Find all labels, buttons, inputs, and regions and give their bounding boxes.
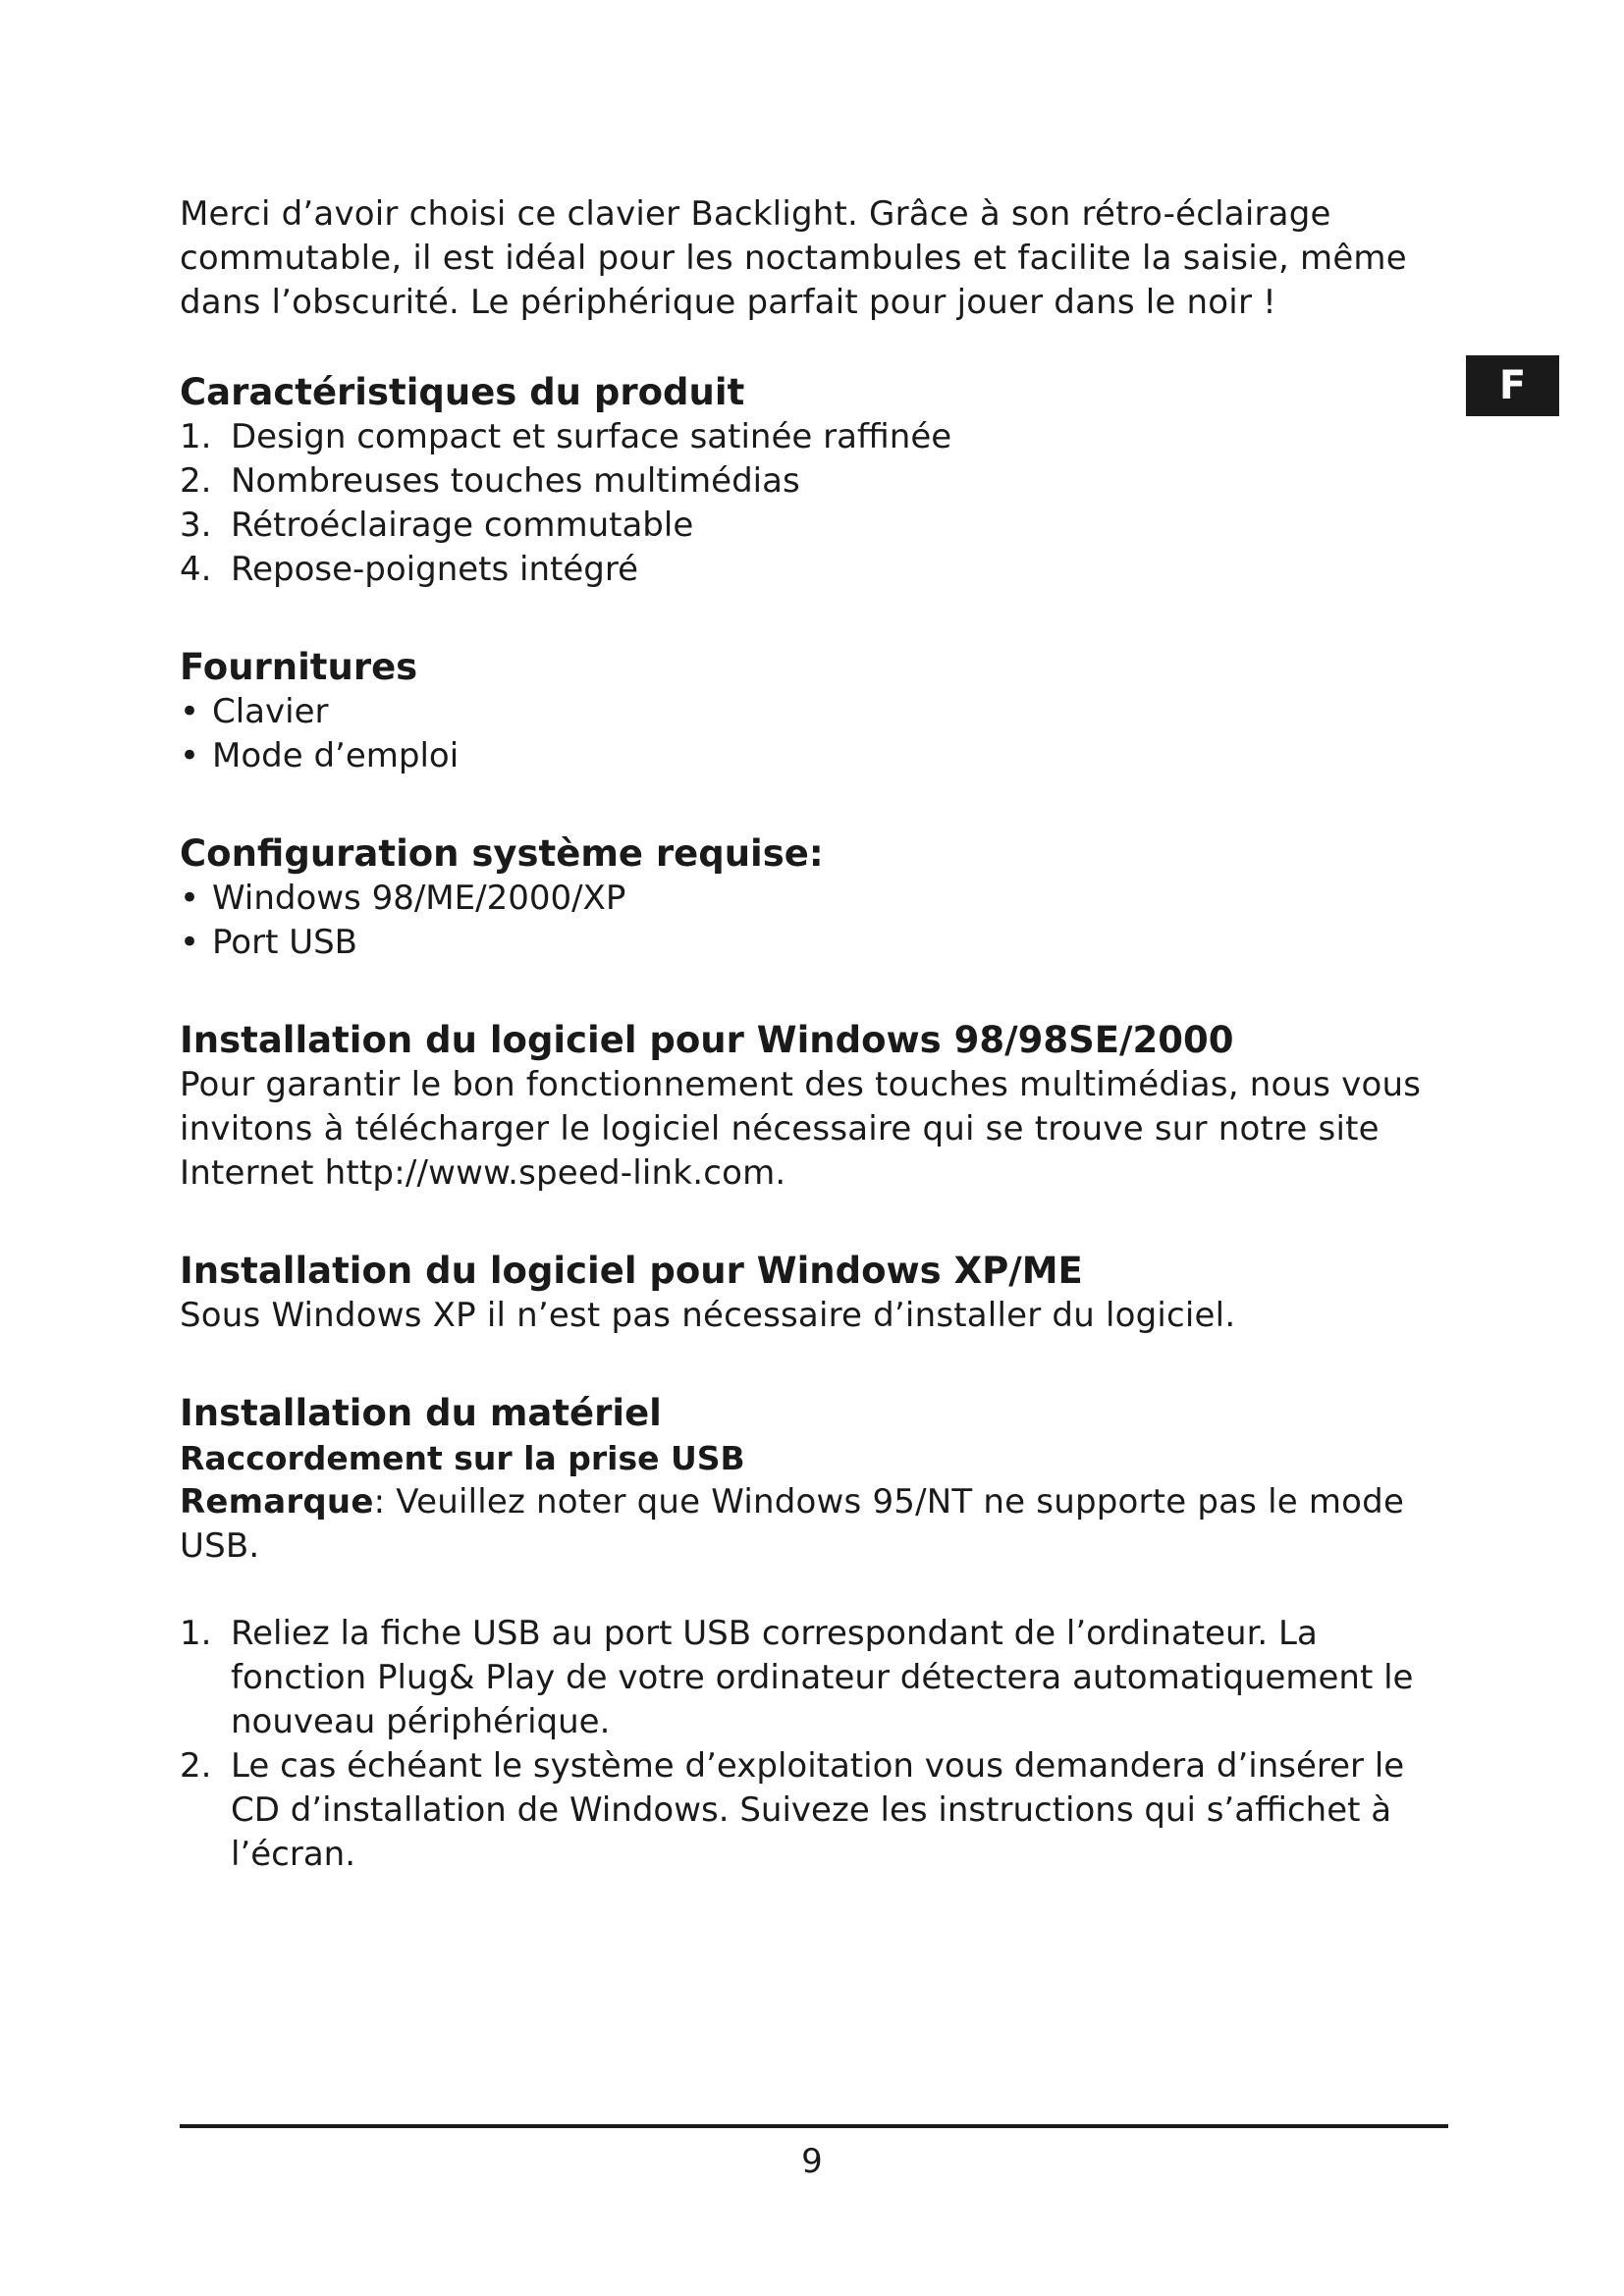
- item-number: 4.: [180, 550, 212, 589]
- hardware-note: [180, 1480, 1456, 1569]
- supplies-heading: Fournitures: [180, 646, 418, 688]
- list-item: [180, 1612, 1456, 1744]
- item-text: Rétroéclairage commutable: [231, 506, 694, 545]
- item-text: Windows 98/ME/2000/XP: [212, 879, 626, 918]
- item-number: 1.: [180, 1614, 212, 1653]
- item-number: 3.: [180, 506, 212, 545]
- features-list: [180, 415, 1456, 592]
- list-item: [180, 921, 1456, 965]
- item-number: 2.: [180, 461, 212, 501]
- page-content: [180, 192, 1456, 1877]
- install-xp-heading: Installation du logiciel pour Windows XP/ME: [180, 1250, 1083, 1292]
- install-98-text: Pour garantir le bon fonctionnement des touches multimédias, nous vous invitons à télécharger le logiciel nécessaire qui se trouve sur notre site Internet http://www.speed-link.com.: [180, 1065, 1422, 1193]
- bullet-icon: •: [180, 736, 200, 775]
- page-number: 9: [801, 2142, 823, 2181]
- list-item: [180, 734, 1456, 778]
- note-label: Remarque: [180, 1482, 374, 1522]
- install-xp-text: Sous Windows XP il n’est pas nécessaire d’installer du logiciel.: [180, 1296, 1236, 1335]
- list-item: [180, 690, 1456, 734]
- item-text: Reliez la fiche USB au port USB correspondant de l’ordinateur. La fonction Plug& Play de votre ordinateur détectera automatiquement le nouveau périphérique.: [231, 1614, 1414, 1741]
- list-item: [180, 1744, 1456, 1877]
- item-text: Le cas échéant le système d’exploitation vous demandera d’insérer le CD d’installation de Windows. Suiveze les instructions qui s’affichet à l’écran.: [231, 1746, 1405, 1874]
- item-text: Port USB: [212, 923, 358, 962]
- footer-rule: [180, 2124, 1448, 2128]
- list-item: [180, 504, 1456, 548]
- intro-paragraph: Merci d’avoir choisi ce clavier Backlight. Grâce à son rétro-éclairage commutable, il est idéal pour les noctambules et facilite la saisie, même dans l’obscurité. Le périphérique parfait pour jouer dans le noir !: [180, 194, 1407, 322]
- list-item: [180, 877, 1456, 921]
- language-tab: F: [1466, 355, 1559, 416]
- note-text: : Veuillez noter que Windows 95/NT ne supporte pas le mode USB.: [180, 1482, 1405, 1566]
- supplies-list: [180, 690, 1456, 778]
- list-item: [180, 548, 1456, 592]
- item-text: Repose-poignets intégré: [231, 550, 639, 589]
- hardware-heading: Installation du matériel: [180, 1392, 662, 1434]
- item-text: Nombreuses touches multimédias: [231, 461, 800, 501]
- list-item: [180, 415, 1456, 459]
- item-number: 1.: [180, 417, 212, 456]
- requirements-heading: Configuration système requise:: [180, 832, 824, 875]
- requirements-list: [180, 877, 1456, 965]
- list-item: [180, 459, 1456, 504]
- features-heading: Caractéristiques du produit: [180, 371, 745, 413]
- item-text: Clavier: [212, 692, 329, 731]
- item-text: Design compact et surface satinée raffinée: [231, 417, 952, 456]
- item-text: Mode d’emploi: [212, 736, 460, 775]
- item-number: 2.: [180, 1746, 212, 1786]
- hardware-steps-list: [180, 1612, 1456, 1877]
- bullet-icon: •: [180, 923, 200, 962]
- bullet-icon: •: [180, 692, 200, 731]
- hardware-subheading: Raccordement sur la prise USB: [180, 1439, 745, 1477]
- bullet-icon: •: [180, 879, 200, 918]
- install-98-heading: Installation du logiciel pour Windows 98/98SE/2000: [180, 1019, 1234, 1061]
